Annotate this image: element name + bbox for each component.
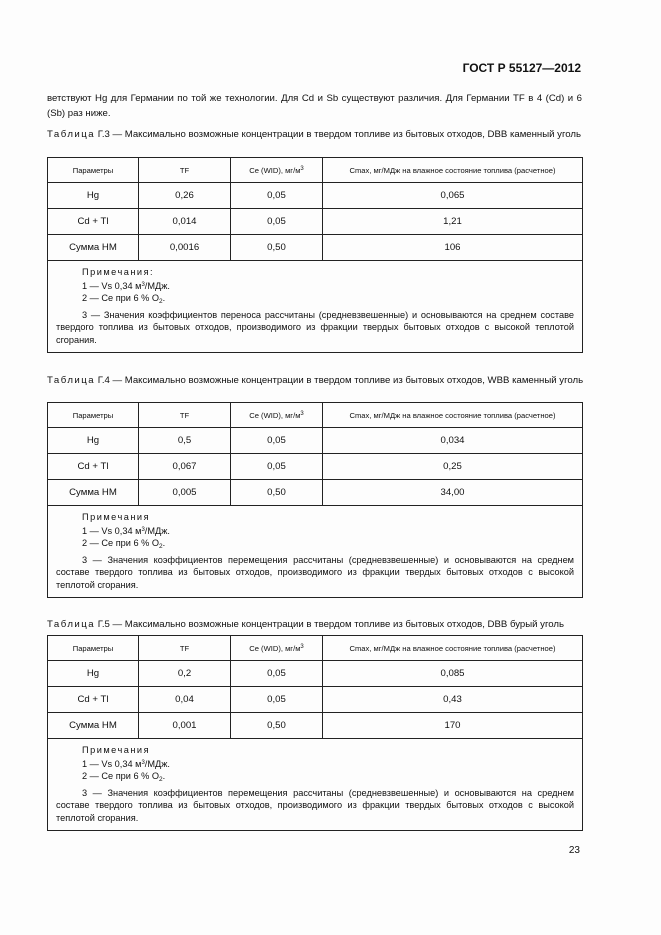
- document-header: ГОСТ Р 55127—2012: [462, 61, 581, 75]
- cell-cmax: 0,065: [323, 183, 583, 209]
- table-notes-row: [48, 506, 583, 598]
- table-row: [48, 209, 583, 235]
- cell-ce: 0,05: [231, 183, 323, 209]
- header-cmax: Cmax, мг/МДж на влажное состояние топлива (расчетное): [323, 403, 583, 428]
- table-notes: [48, 506, 583, 598]
- cell-ce: 0,05: [231, 209, 323, 235]
- cell-ce: 0,50: [231, 235, 323, 261]
- table-row: [48, 661, 583, 687]
- cell-ce: 0,05: [231, 454, 323, 480]
- cell-cmax: 0,25: [323, 454, 583, 480]
- cell-tf: 0,5: [139, 428, 231, 454]
- table-row: [48, 687, 583, 713]
- note-3: 3 — Значения коэффициентов переноса рассчитаны (средневзвешенные) и основываются на среднем составе твердого топлива из бытовых отходов, производимого из фракции твердых бытовых отходов с высокой теплотой сгорания.: [56, 309, 574, 345]
- cell-param: Сумма HM: [48, 235, 139, 261]
- table-caption-g5: [47, 619, 587, 631]
- cell-tf: 0,001: [139, 713, 231, 739]
- cell-param: Cd + Tl: [48, 687, 139, 713]
- cell-cmax: 170: [323, 713, 583, 739]
- cell-cmax: 106: [323, 235, 583, 261]
- table-row: [48, 428, 583, 454]
- cell-cmax: 0,085: [323, 661, 583, 687]
- table-row: [48, 183, 583, 209]
- table-row: [48, 713, 583, 739]
- header-ce: Ce (WID), $мг/м^3$: [231, 636, 323, 661]
- table-header-row: [48, 158, 583, 183]
- cell-ce: 0,05: [231, 687, 323, 713]
- cell-cmax: 0,43: [323, 687, 583, 713]
- table-label: Таблица: [47, 129, 96, 140]
- cell-tf: 0,26: [139, 183, 231, 209]
- header-param: Параметры: [48, 636, 139, 661]
- table-g3: [47, 157, 583, 353]
- cell-param: Сумма HM: [48, 480, 139, 506]
- header-tf: TF: [139, 636, 231, 661]
- table-g5: [47, 635, 583, 831]
- header-ce: Ce (WID), $мг/м^3$: [231, 403, 323, 428]
- notes-title: Примечания:: [82, 267, 155, 277]
- cell-cmax: 1,21: [323, 209, 583, 235]
- table-row: [48, 454, 583, 480]
- note-1: 1 — Vs 0,34 $м^3$/МДж.: [82, 758, 170, 769]
- note-3: 3 — Значения коэффициентов перемещения рассчитаны (средневзвешенные) и основываются на среднем составе твердого топлива из бытовых отходов, производимого из фракции твердых бытовых отходов с высокой теплотой сгорания.: [56, 554, 574, 590]
- cell-tf: 0,014: [139, 209, 231, 235]
- header-tf: TF: [139, 403, 231, 428]
- cell-tf: 0,2: [139, 661, 231, 687]
- cell-param: Hg: [48, 183, 139, 209]
- cell-param: Cd + Tl: [48, 209, 139, 235]
- cell-ce: 0,05: [231, 661, 323, 687]
- cell-tf: 0,0016: [139, 235, 231, 261]
- cell-param: Сумма HM: [48, 713, 139, 739]
- note-2: 2 — Ce при 6 % $O_2$.: [82, 293, 166, 305]
- table-label: Таблица: [47, 619, 96, 630]
- note-2: 2 — Ce при 6 % $O_2$.: [82, 538, 166, 550]
- header-param: Параметры: [48, 403, 139, 428]
- table-header-row: [48, 403, 583, 428]
- table-header-row: [48, 636, 583, 661]
- notes-title: Примечания: [82, 745, 151, 755]
- note-3: 3 — Значения коэффициентов перемещения рассчитаны (средневзвешенные) и основываются на среднем составе твердого топлива из бытовых отходов, производимого из фракции твердых бытовых отходов с высокой теплотой сгорания.: [56, 787, 574, 823]
- table-label: Таблица: [47, 375, 96, 386]
- cell-param: Hg: [48, 661, 139, 687]
- cell-param: Hg: [48, 428, 139, 454]
- cell-cmax: 34,00: [323, 480, 583, 506]
- table-caption-g4: [47, 375, 587, 387]
- header-ce: Ce (WID), $мг/м^3$: [231, 158, 323, 183]
- note-1: 1 — Vs 0,34 $м^3$/МДж.: [82, 280, 170, 291]
- table-g4: [47, 402, 583, 598]
- table-notes-row: [48, 739, 583, 831]
- table-row: [48, 480, 583, 506]
- notes-title: Примечания: [82, 512, 151, 522]
- table-row: [48, 235, 583, 261]
- cell-ce: 0,50: [231, 480, 323, 506]
- table-caption-g3: [47, 129, 587, 141]
- header-tf: TF: [139, 158, 231, 183]
- header-cmax: Cmax, мг/МДж на влажное состояние топлива (расчетное): [323, 636, 583, 661]
- intro-paragraph: ветствуют Hg для Германии по той же технологии. Для Cd и Sb существуют различия. Для Германии TF в 4 (Cd) и 6 (Sb) раз ниже.: [47, 93, 582, 119]
- table-notes: [48, 261, 583, 353]
- page-number: 23: [568, 845, 580, 856]
- table-notes-row: [48, 261, 583, 353]
- cell-ce: 0,05: [231, 428, 323, 454]
- table-caption-text: Г.5 — Максимально возможные концентрации в твердом топливе из бытовых отходов, DBB бурый уголь: [97, 619, 564, 630]
- note-1: 1 — Vs 0,34 $м^3$/МДж.: [82, 525, 170, 536]
- header-param: Параметры: [48, 158, 139, 183]
- note-2: 2 — Ce при 6 % $O_2$.: [82, 771, 166, 783]
- cell-tf: 0,067: [139, 454, 231, 480]
- table-caption-text: Г.3 — Максимально возможные концентрации в твердом топливе из бытовых отходов, DBB каменный уголь: [97, 129, 581, 140]
- table-caption-text: Г.4 — Максимально возможные концентрации в твердом топливе из бытовых отходов, WBB каменный уголь: [97, 375, 584, 386]
- cell-cmax: 0,034: [323, 428, 583, 454]
- cell-ce: 0,50: [231, 713, 323, 739]
- cell-tf: 0,04: [139, 687, 231, 713]
- cell-param: Cd + Tl: [48, 454, 139, 480]
- cell-tf: 0,005: [139, 480, 231, 506]
- table-notes: [48, 739, 583, 831]
- header-cmax: Cmax, мг/МДж на влажное состояние топлива (расчетное): [323, 158, 583, 183]
